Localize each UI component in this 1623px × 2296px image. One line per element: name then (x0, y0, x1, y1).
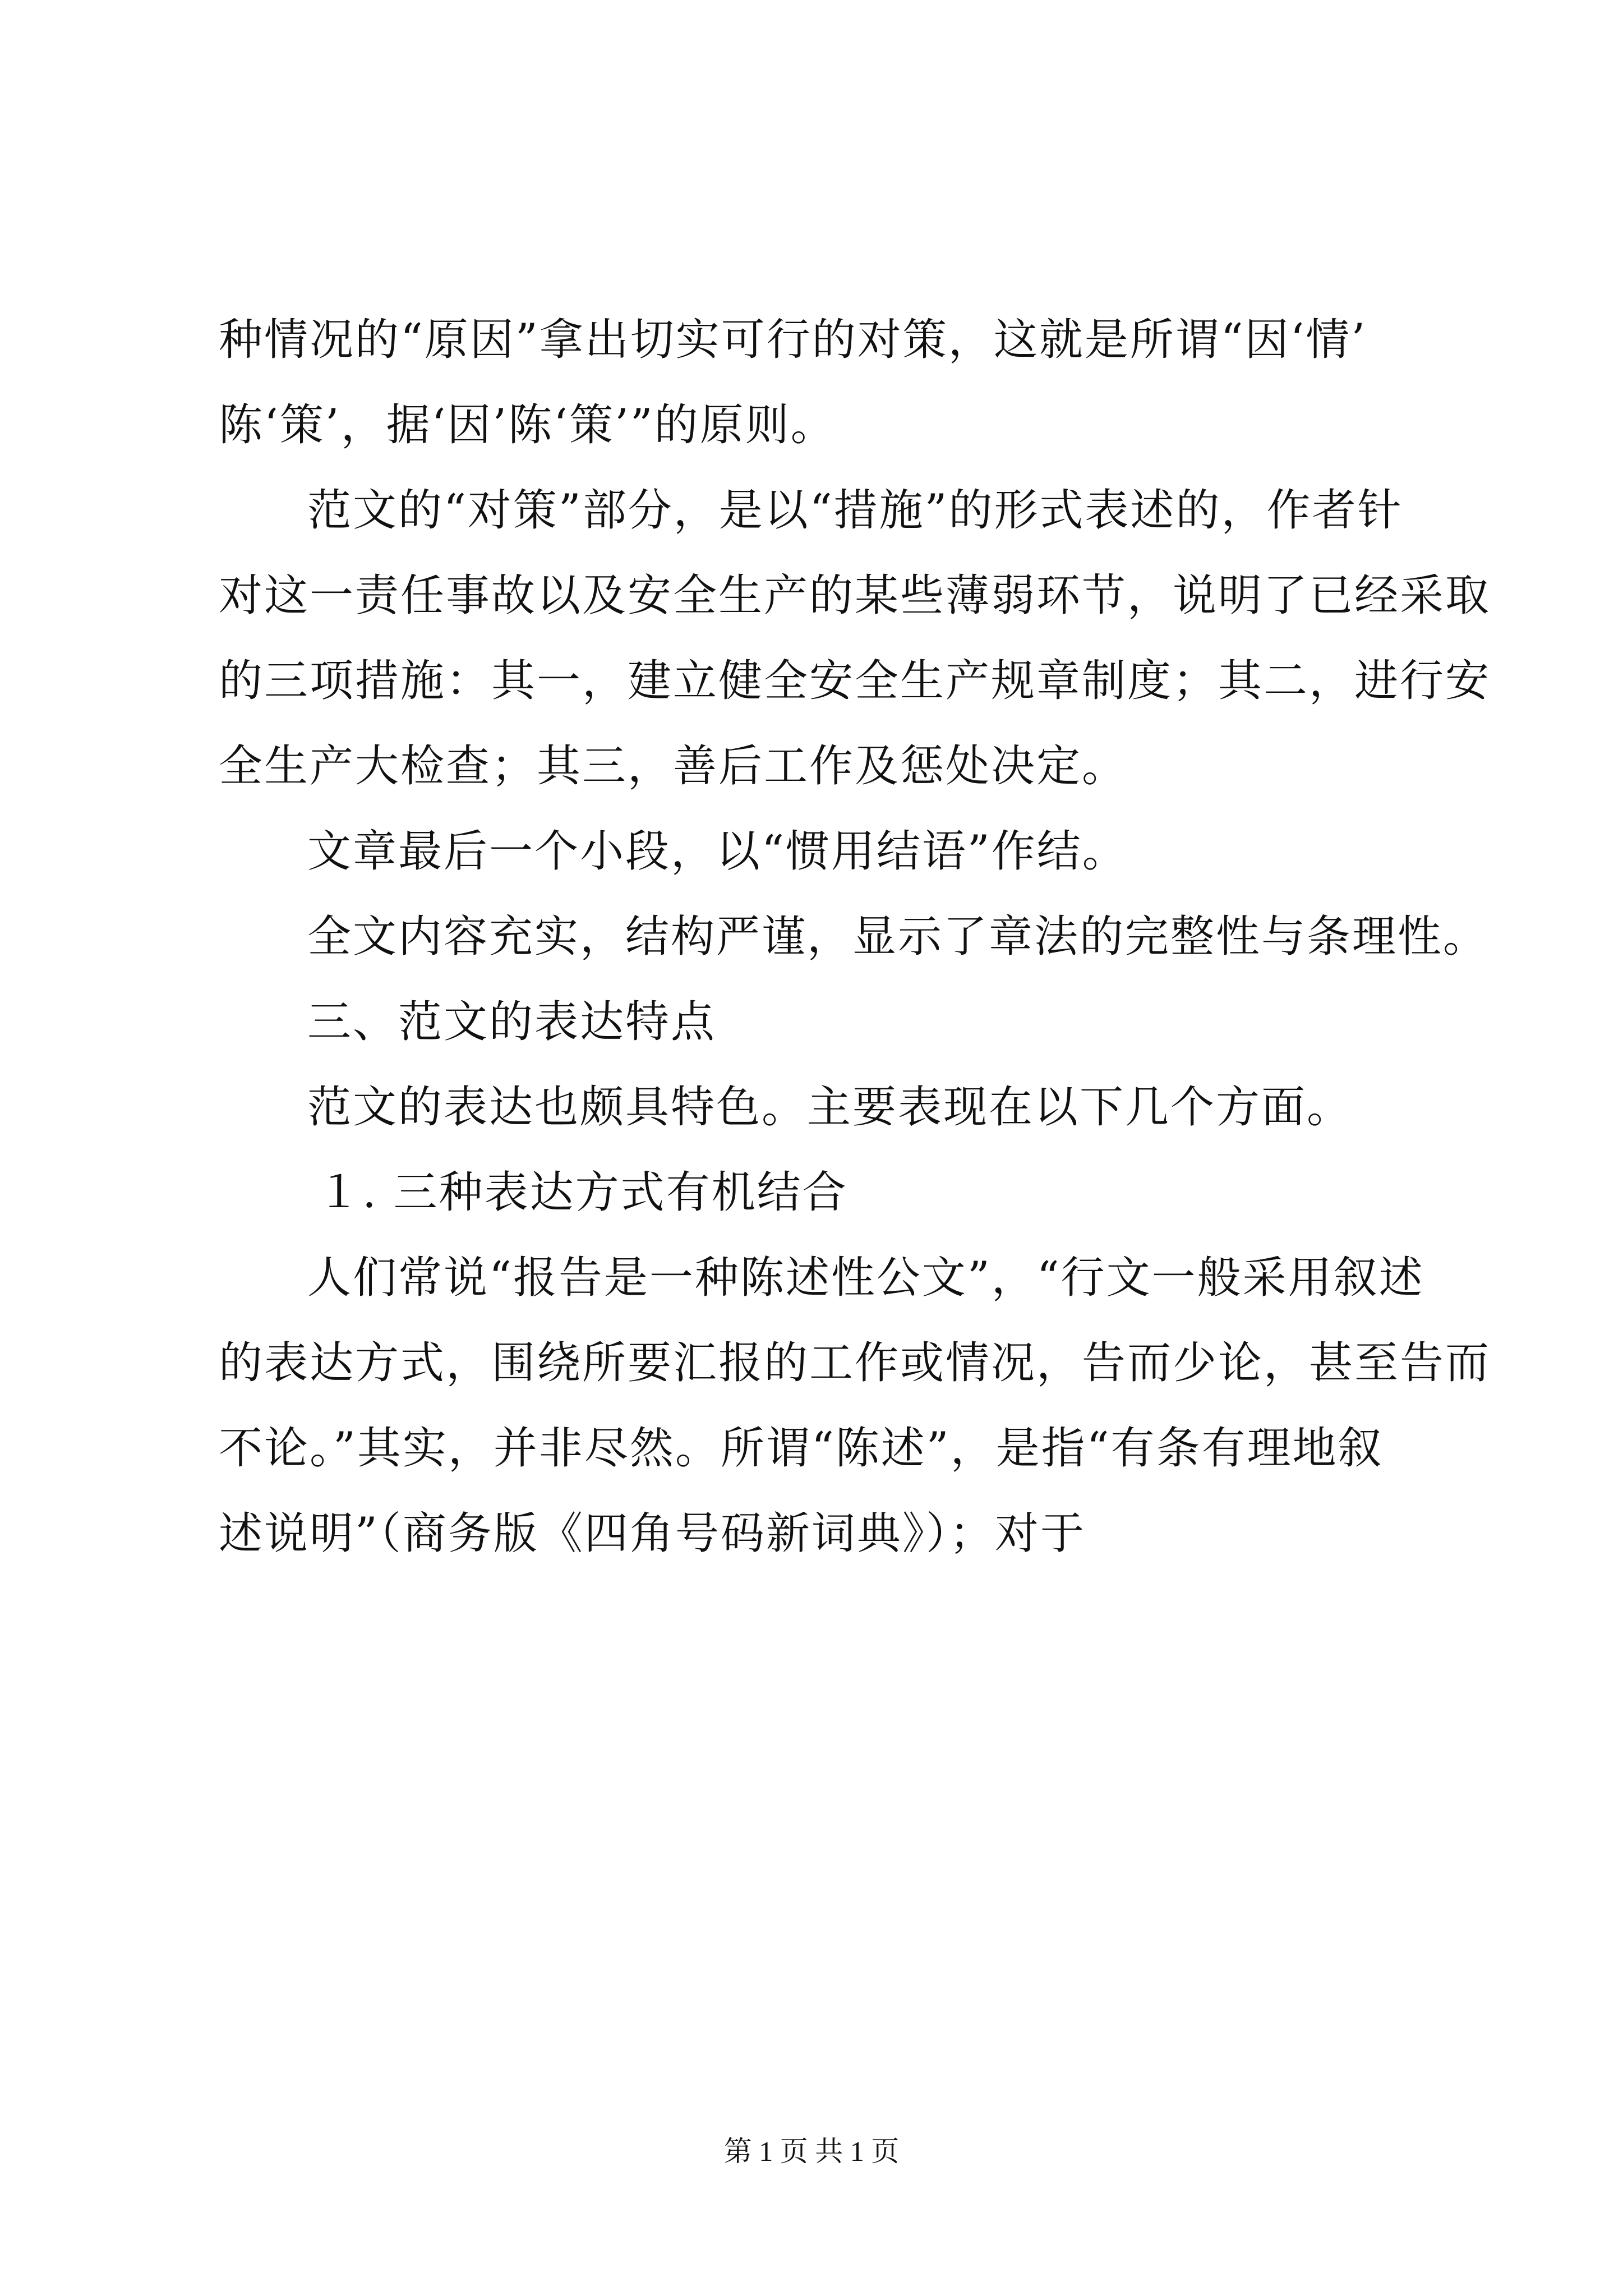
text-line: 人们常说“报告是一种陈述性公文”，“行文一般采用叙述 (307, 1253, 1424, 1303)
subsection-heading: １. 三种表达方式有机结合 (317, 1167, 848, 1218)
text-line: 的表达方式，围绕所要汇报的工作或情况，告而少论，甚至告而 (219, 1338, 1491, 1388)
text-line: 的三项措施：其一，建立健全安全生产规章制度；其二，进行安 (219, 656, 1491, 706)
text-line: 对这一责任事故以及安全生产的某些薄弱环节，说明了已经采取 (219, 570, 1491, 621)
text-line: 不论。”其实，并非尽然。所谓“陈述”，是指“有条有理地叙 (219, 1423, 1384, 1474)
text-line: 述说明”（商务版《四角号码新词典》）；对于 (219, 1508, 1086, 1559)
text-line: 范文的表达也颇具特色。主要表现在以下几个方面。 (307, 1082, 1353, 1133)
document-body (219, 297, 1491, 1576)
text-line: 全文内容充实，结构严谨，显示了章法的完整性与条理性。 (307, 912, 1489, 962)
text-line: 范文的“对策”部分，是以“措施”的形式表述的，作者针 (307, 485, 1403, 536)
text-line: 文章最后一个小段，以“惯用结语”作结。 (307, 826, 1128, 877)
page-footer: 第 1 页 共 1 页 (723, 2136, 900, 2167)
text-line: 全生产大检查；其三，善后工作及惩处决定。 (219, 741, 1128, 792)
text-line: 种情况的“原因”拿出切实可行的对策，这就是所谓“因‘情’ (219, 315, 1367, 365)
section-heading: 三、范文的表达特点 (307, 997, 717, 1047)
text-line: 陈‘策’，据‘因’陈‘策’”的原则。 (219, 400, 836, 450)
